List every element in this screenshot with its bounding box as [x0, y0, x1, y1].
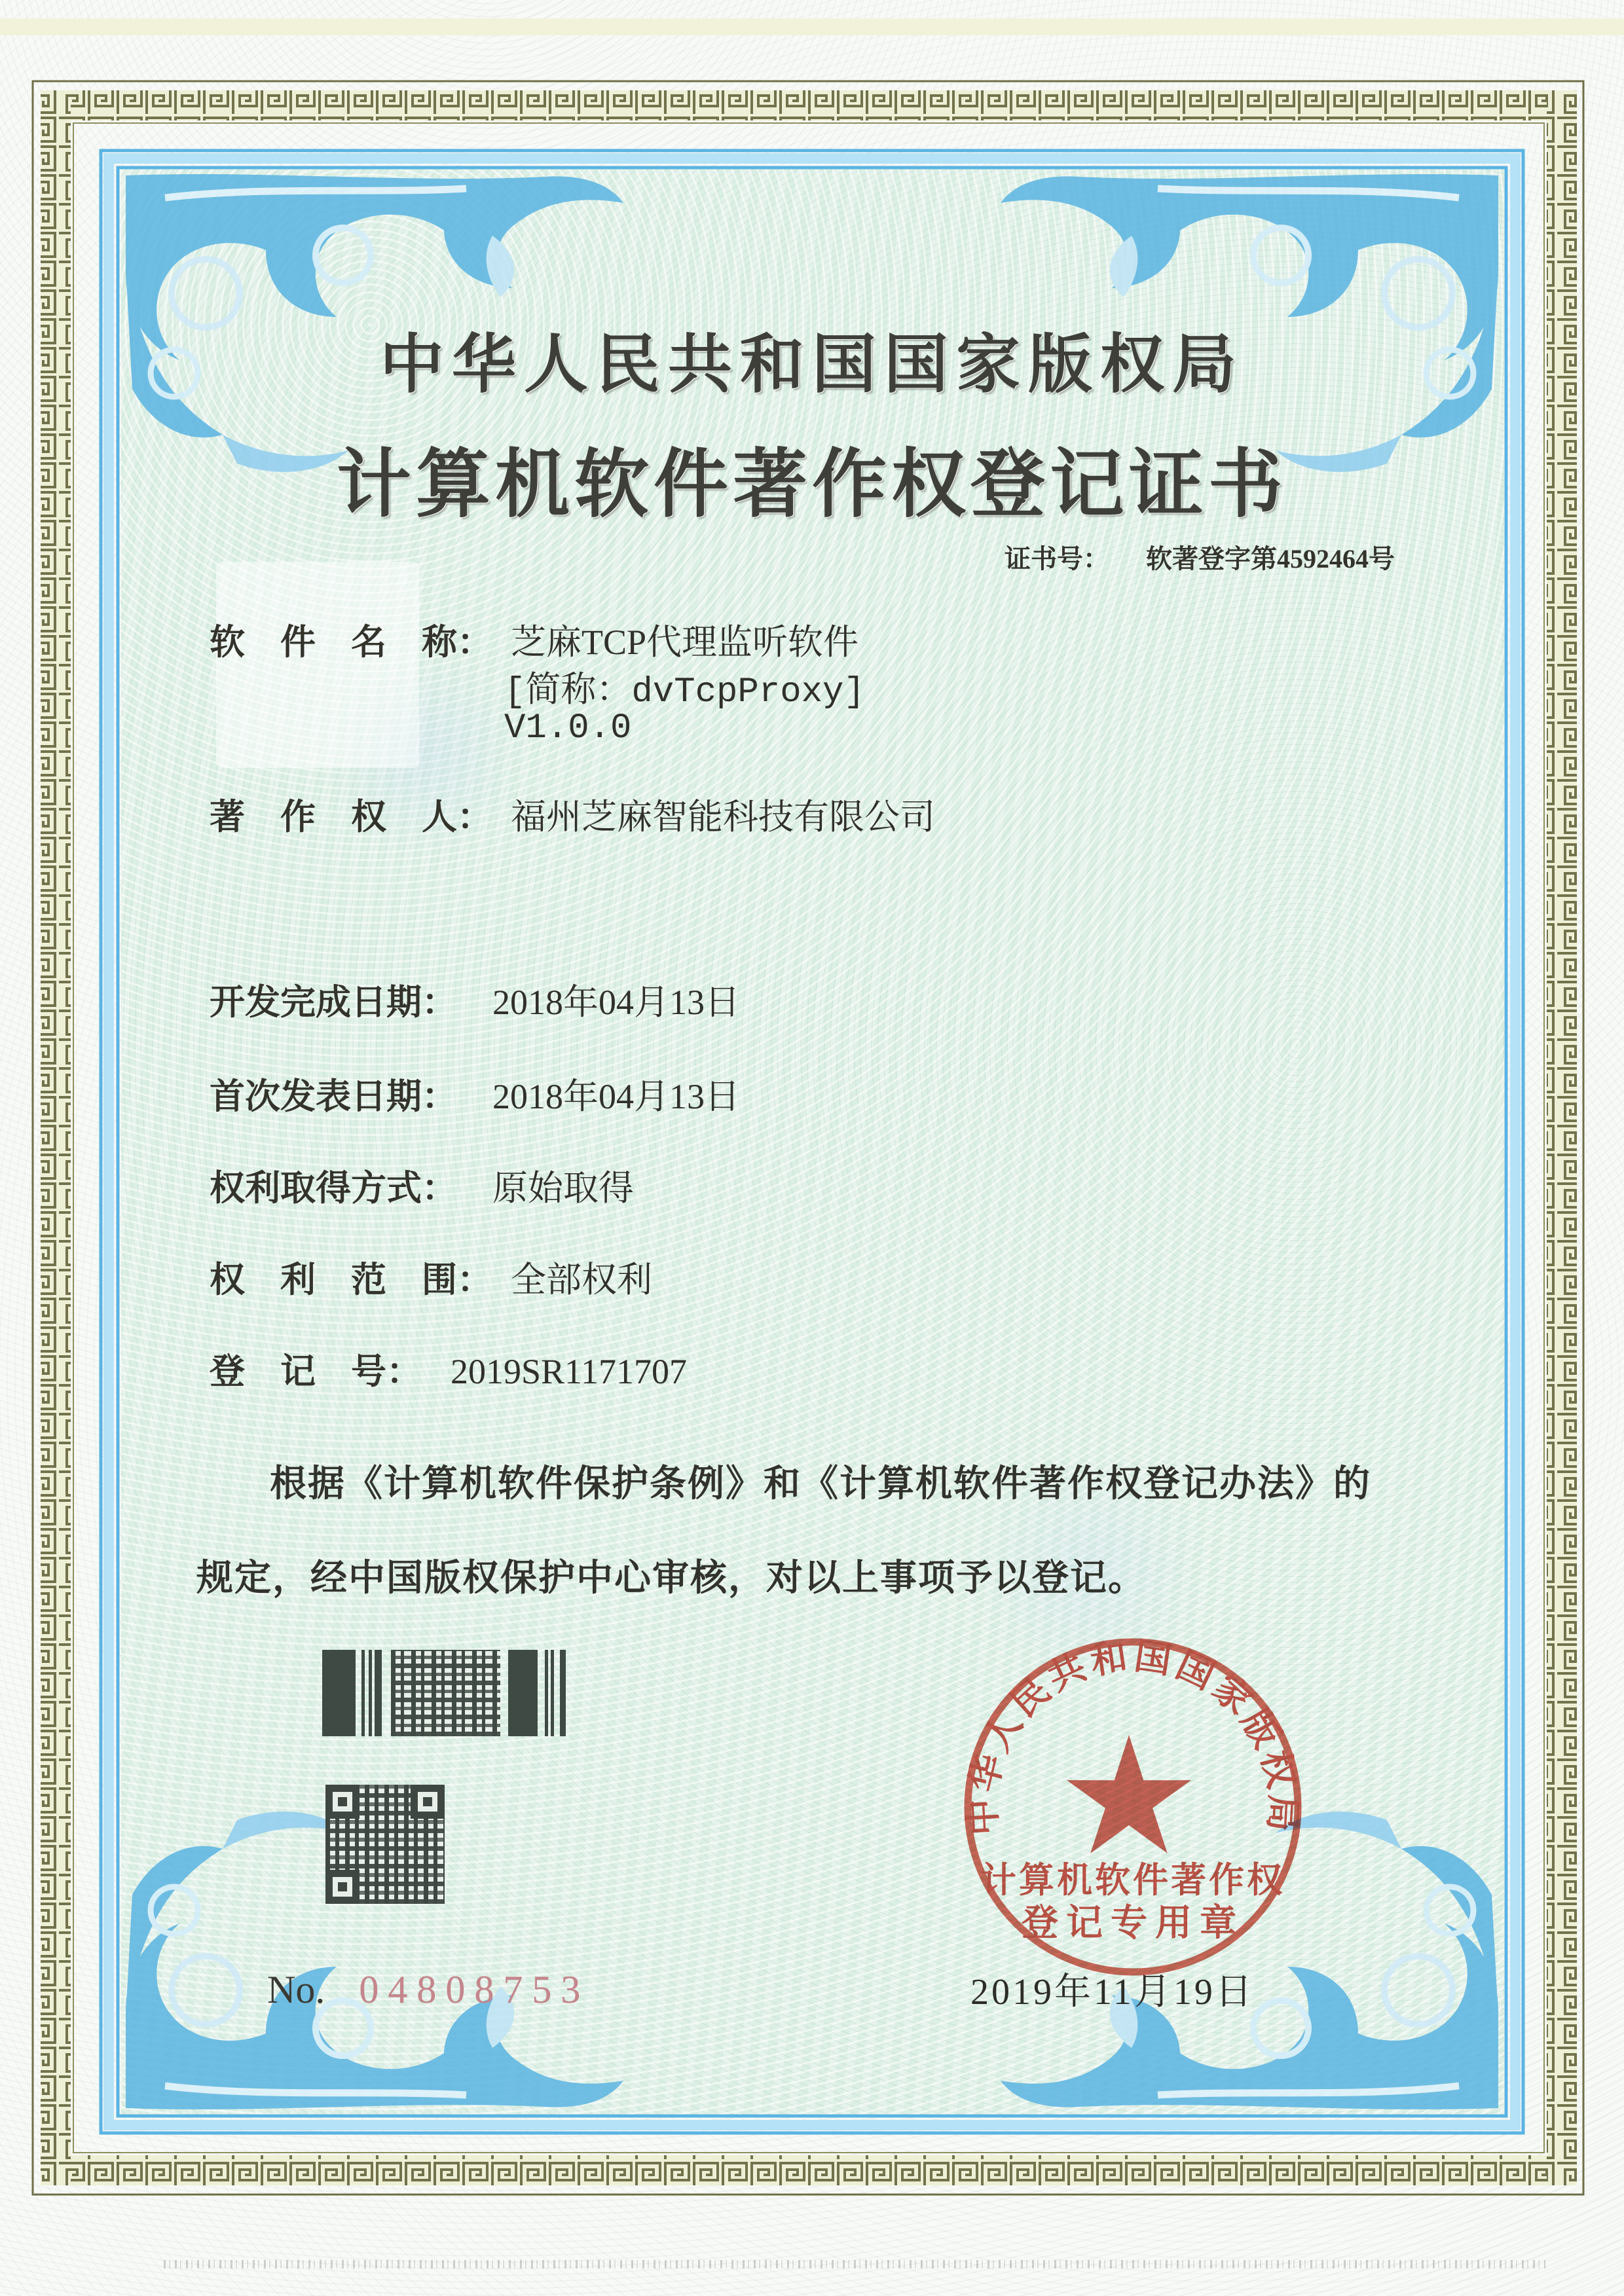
barcode [322, 1650, 566, 1736]
field-rights-scope [210, 1252, 652, 1302]
seal-text-line2: 登记专用章 [1022, 1903, 1244, 1944]
field-label: 软 件 名 称： [210, 623, 492, 662]
official-seal [951, 1625, 1315, 1989]
qr-finder-bottom-left [325, 1870, 360, 1904]
field-value: 原始取得 [492, 1169, 634, 1208]
certificate-number-label: 证书号： [1005, 544, 1109, 574]
statement-line-2: 规定，经中国版权保护中心审核，对以上事项予以登记。 [196, 1558, 1146, 1599]
field-value: 福州芝麻智能科技有限公司 [511, 797, 935, 837]
field-label: 权 利 范 围： [210, 1260, 492, 1300]
qr-finder-top-left [325, 1785, 360, 1819]
red-star-icon [1067, 1735, 1191, 1853]
statement-line-1: 根据《计算机软件保护条例》和《计算机软件著作权登记办法》的 [270, 1464, 1371, 1504]
seal-text-line1: 计算机软件著作权 [981, 1861, 1285, 1900]
field-copyright-owner [210, 789, 935, 839]
qr-code-icon [325, 1785, 445, 1904]
field-label: 登 记 号： [210, 1352, 422, 1391]
field-registration-number [210, 1343, 687, 1394]
serial-number-line [267, 1967, 589, 2013]
field-software-name [210, 614, 858, 665]
certificate-number-value: 软著登字第4592464号 [1146, 544, 1395, 574]
field-label: 权利取得方式： [210, 1169, 457, 1208]
serial-label: No. [267, 1968, 325, 2011]
field-label: 首次发表日期： [210, 1077, 457, 1116]
barcode-2d-matrix [391, 1650, 500, 1736]
field-value: 2018年04月13日 [492, 1077, 740, 1116]
certificate-title: 计算机软件著作权登记证书 [336, 443, 1287, 526]
authority-title: 中华人民共和国国家版权局 [379, 330, 1244, 401]
field-value: 2019SR1171707 [451, 1352, 688, 1391]
field-first-publish-date [210, 1068, 740, 1119]
field-label: 开发完成日期： [210, 983, 457, 1022]
qr-finder-top-right [411, 1785, 445, 1819]
software-short-name: [简称：dvTcpProxy] [504, 672, 865, 712]
field-value: 2018年04月13日 [492, 983, 740, 1022]
seal-arc-text: 中华人民共和国国家版权局 [962, 1636, 1304, 1837]
field-rights-acquisition [210, 1160, 634, 1211]
field-label: 著 作 权 人： [210, 797, 492, 837]
issue-date: 2019年11月19日 [970, 1972, 1255, 2013]
serial-number: 04808753 [359, 1968, 590, 2011]
field-dev-complete-date [210, 974, 740, 1025]
field-value: 全部权利 [511, 1260, 652, 1300]
certificate-number-line [1005, 538, 1395, 575]
software-version: V1.0.0 [504, 708, 632, 748]
field-value: 芝麻TCP代理监听软件 [511, 623, 859, 662]
